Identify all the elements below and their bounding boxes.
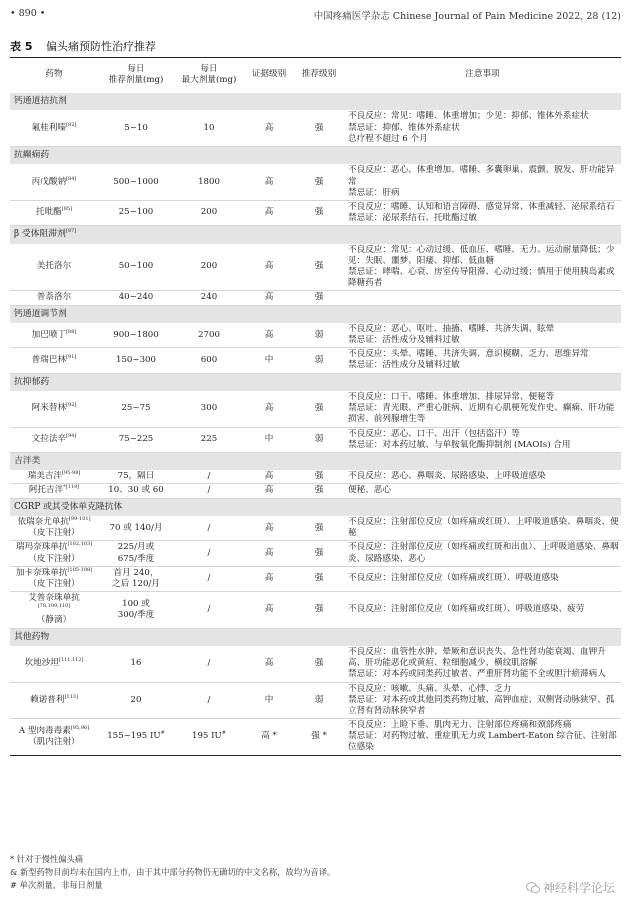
drug-row [10, 323, 621, 348]
drug-name-text: 普萘洛尔 [36, 292, 72, 303]
drug-ref: *[119] [63, 484, 80, 491]
drug-name [10, 646, 98, 682]
max-dose [174, 244, 244, 291]
note-line: 禁忌证：活性成分及辅料过敏 [348, 335, 460, 346]
group-ref: [87] [65, 228, 77, 235]
value: 40~240 [118, 292, 154, 303]
max-dose [174, 646, 244, 682]
daily-dose [98, 427, 174, 452]
drug-name [10, 427, 98, 452]
group-row [10, 452, 621, 470]
group-name [10, 498, 621, 516]
drug-ref: [105-108] [67, 566, 93, 573]
value: 50~100 [118, 261, 154, 272]
table-body [10, 93, 621, 756]
value: 25~75 [121, 403, 151, 414]
group-row [10, 146, 621, 164]
max-dose [174, 470, 244, 484]
note-line: 不良反应：注射部位反应（如疼痛或红斑）、呼吸道感染 [348, 573, 559, 584]
daily-dose [98, 291, 174, 305]
drug-ref: [99-101] [69, 516, 91, 523]
notes [344, 427, 621, 452]
drug-row [10, 541, 621, 566]
note-line: 不良反应：注射部位反应（如疼痛或红斑和出血）、上呼吸道感染、鼻咽炎、尿路感染、恶心 [348, 542, 619, 564]
drug-ref: [95-98] [62, 470, 81, 477]
daily-dose [98, 592, 174, 629]
drug-row [10, 391, 621, 427]
drug-name [10, 348, 98, 373]
evidence-level: 高 [244, 110, 294, 146]
recommendation-level: 强 * [294, 719, 344, 756]
note-line: 不良反应：恶心、鼻咽炎、尿路感染、上呼吸道感染 [348, 471, 546, 482]
drug-row [10, 244, 621, 291]
recommendation-level: 强 [294, 110, 344, 146]
drug-name-text: 赖诺普利 [30, 694, 65, 705]
daily-dose [98, 244, 174, 291]
drug-row [10, 164, 621, 200]
table-header [10, 58, 621, 93]
max-dose [174, 164, 244, 200]
drug-name [10, 323, 98, 348]
value: / [207, 658, 211, 669]
drug-name-text: 丙戊酸钠 [31, 176, 67, 187]
line: 225/月或 [117, 542, 155, 553]
max-dose [174, 682, 244, 719]
recommendation-level: 强 [294, 541, 344, 566]
drug-name-text: 美托洛尔 [36, 261, 72, 272]
drug-row [10, 427, 621, 452]
note-line: 不良反应：注射部位反应（如疼痛或红斑）、上呼吸道感染、鼻咽炎、便秘 [348, 517, 619, 539]
evidence-level: 高 [244, 244, 294, 291]
drug-row [10, 516, 621, 541]
recommendation-level: 强 [294, 566, 344, 591]
max-dose [174, 719, 244, 756]
group-label: 抗癫痫药 [14, 149, 50, 160]
group-name [10, 628, 621, 646]
drug-name-line: 依瑞奈尤单抗 [17, 517, 70, 528]
drug-name-line: A 型肉毒毒素 [18, 725, 71, 736]
evidence-level: 高 [244, 516, 294, 541]
col-notes: 注意事项 [465, 69, 500, 80]
footnote: # 单次剂量，非每日剂量 [10, 879, 103, 890]
notes [344, 566, 621, 591]
table-caption [10, 38, 156, 54]
daily-dose [98, 566, 174, 591]
group-row [10, 93, 621, 111]
notes [344, 592, 621, 629]
evidence-level: 高 [244, 592, 294, 629]
group-row [10, 373, 621, 391]
drug-row [10, 470, 621, 484]
drug-row [10, 566, 621, 591]
note-line: 不良反应：嗜睡、认知和语言障碍、感觉异常、体重减轻、泌尿系结石 [348, 201, 615, 212]
note-line: 禁忌证：对本药过敏、与单胺氧化酶抑制剂 (MAOIs) 合用 [348, 439, 571, 450]
notes [344, 470, 621, 484]
drug-name [10, 291, 98, 305]
notes [344, 348, 621, 373]
drug-ref: [84] [66, 175, 77, 182]
drug-ref: [95,96] [70, 724, 90, 731]
drug-name [10, 682, 98, 719]
value: 195 IU [192, 731, 222, 742]
drug-row [10, 348, 621, 373]
note-line: 禁忌证：对本药或其他同类药物过敏、高钾血症、双侧肾动脉狭窄、孤立肾有肾动脉狭窄者 [348, 694, 615, 716]
value: 500~1000 [113, 176, 159, 187]
max-dose [174, 200, 244, 225]
prevention-table [10, 57, 621, 756]
daily-dose [98, 646, 174, 682]
max-mark: # [221, 730, 226, 737]
dose-mark: # [160, 730, 165, 737]
daily-dose [98, 348, 174, 373]
max-dose [174, 391, 244, 427]
col-drug: 药物 [45, 69, 63, 80]
drug-name [10, 484, 98, 498]
value: 300 [200, 403, 218, 414]
value: 16 [130, 658, 142, 669]
note-line: 禁忌证：泌尿系结石、托吡酯过敏 [348, 213, 477, 224]
line: 675/季度 [117, 553, 155, 564]
value: 75，隔日 [117, 471, 155, 482]
drug-ref: [78,109,110] [37, 603, 71, 610]
recommendation-level: 强 [294, 244, 344, 291]
value: / [207, 694, 211, 705]
value: 150~300 [115, 354, 156, 365]
notes [344, 244, 621, 291]
drug-name [10, 516, 98, 541]
daily-dose [98, 719, 174, 756]
drug-row [10, 682, 621, 719]
daily-dose [98, 516, 174, 541]
evidence-level: 高 [244, 391, 294, 427]
evidence-level: 中 [244, 682, 294, 719]
footnotes [10, 853, 335, 892]
col-recommendation: 推荐级别 [301, 69, 337, 80]
group-label: 吉泮类 [14, 455, 41, 466]
drug-name-text: 瑞美吉泮 [27, 471, 63, 482]
group-name [10, 305, 621, 323]
value: 225 [200, 434, 218, 445]
max-dose [174, 541, 244, 566]
max-dose [174, 323, 244, 348]
drug-row [10, 646, 621, 682]
footnote: & 新型药物目前均未在国内上市，由于其中部分药物仍无确切的中文名称，故均为音译。 [10, 866, 336, 877]
recommendation-level: 强 [294, 200, 344, 225]
watermark [526, 879, 615, 896]
wechat-icon [526, 882, 540, 894]
daily-dose [98, 541, 174, 566]
recommendation-level: 弱 [294, 682, 344, 719]
value: 200 [200, 261, 218, 272]
drug-name [10, 592, 98, 629]
group-row [10, 226, 621, 244]
evidence-level: 高 [244, 200, 294, 225]
note-line: 禁忌证：活性成分及辅料过敏 [348, 360, 460, 371]
recommendation-level: 强 [294, 516, 344, 541]
recommendation-level: 强 [294, 291, 344, 305]
drug-ref: [113] [64, 693, 78, 700]
value: 20 [130, 694, 142, 705]
evidence-level: 高 [244, 566, 294, 591]
max-dose [174, 110, 244, 146]
drug-name [10, 470, 98, 484]
note-line: 不良反应：常见：嗜睡、体重增加；少见：抑郁、锥体外系症状 [348, 111, 589, 122]
group-name [10, 146, 621, 164]
footnote: * 针对于慢性偏头痛 [10, 854, 84, 864]
recommendation-level: 强 [294, 470, 344, 484]
note-line: 不良反应：咳嗽、头痛、头晕、心悸、乏力 [348, 683, 512, 694]
drug-name-line: 艾普奈珠单抗 [28, 593, 80, 604]
note-line: 不良反应：常见：心动过缓、低血压、嗜睡、无力、运动耐量降低；少见：失眠、噩梦、阳痿、抑郁、低血糖 [348, 244, 615, 266]
value: 25~100 [118, 207, 154, 218]
note-line: 禁忌证：对本药或同类药过敏者、严重肝肾功能不全或胆汁瘀滞病人 [348, 669, 606, 680]
page-header [10, 6, 621, 22]
drug-name-text: 阿托吉泮 [28, 485, 64, 496]
recommendation-level: 弱 [294, 323, 344, 348]
value: 600 [200, 354, 218, 365]
notes [344, 200, 621, 225]
max-dose [174, 566, 244, 591]
value: 75~225 [118, 434, 154, 445]
max-dose [174, 516, 244, 541]
note-line: 不良反应：恶心、口干、出汗（包括盗汗）等 [348, 428, 520, 439]
drug-name [10, 200, 98, 225]
drug-row [10, 719, 621, 756]
value: / [207, 471, 211, 482]
value: 70 或 140/月 [109, 522, 163, 533]
notes [344, 291, 621, 305]
note-line: 不良反应：注射部位反应（如疼痛或红斑）、呼吸道感染、疲劳 [348, 604, 585, 615]
drug-name [10, 391, 98, 427]
recommendation-level: 弱 [294, 427, 344, 452]
line: 100 或 [122, 598, 150, 609]
drug-name [10, 110, 98, 146]
group-label: β 受体阻滞剂 [14, 229, 66, 240]
note-line: 禁忌证：哮喘、心衰、房室传导阻滞、心动过缓；慎用于使用胰岛素或降糖药者 [348, 266, 615, 289]
notes [344, 682, 621, 719]
group-row [10, 305, 621, 323]
note-line: 不良反应：恶心、呕吐、抽搐、嗜睡、共济失调、眩晕 [348, 323, 555, 334]
evidence-level: 高 [244, 541, 294, 566]
line: 之后 120/月 [112, 578, 160, 589]
drug-name-line: 加卡奈珠单抗 [15, 567, 68, 578]
evidence-level: 高 [244, 470, 294, 484]
drug-ref: [111,112] [58, 657, 84, 664]
group-label: 钙通道调节剂 [14, 308, 67, 319]
note-line: 禁忌证：青光眼、严重心脏病、近期有心肌梗死发作史、癫痫、肝功能损害、前列腺增生等 [348, 403, 615, 425]
drug-row [10, 110, 621, 146]
recommendation-level: 强 [294, 592, 344, 629]
drug-route: （皮下注射） [28, 528, 80, 539]
line: 300/季度 [117, 609, 155, 620]
drug-name-line: 瑞玛奈珠单抗 [15, 542, 68, 553]
drug-name-text: 坎地沙坦 [24, 658, 59, 669]
note-line: 禁忌证：肝病 [348, 187, 400, 198]
note-line: 禁忌证：对药物过敏、重症肌无力或 Lambert-Eaton 综合征、注射部位感染 [348, 731, 617, 753]
drug-row [10, 200, 621, 225]
group-row [10, 498, 621, 516]
drug-name-text: 文拉法辛 [31, 434, 67, 445]
max-dose [174, 592, 244, 629]
daily-dose [98, 682, 174, 719]
drug-route: （肌内注射） [28, 736, 80, 747]
daily-dose [98, 110, 174, 146]
notes [344, 110, 621, 146]
note-line: 便秘、恶心 [348, 485, 391, 496]
drug-row [10, 484, 621, 498]
group-name [10, 226, 621, 244]
evidence-level: 高 [244, 323, 294, 348]
recommendation-level: 强 [294, 164, 344, 200]
daily-dose [98, 164, 174, 200]
group-name [10, 93, 621, 111]
drug-name [10, 244, 98, 291]
note-line: 禁忌证：抑郁、锥体外系症状 [348, 122, 460, 133]
page-number: • 890 • [10, 8, 46, 19]
value: 10 [203, 122, 215, 133]
drug-name [10, 719, 98, 756]
note-line: 不良反应：头晕、嗜睡、共济失调、意识模糊、乏力、思维异常 [348, 349, 589, 360]
drug-ref: [92] [66, 402, 77, 409]
max-dose [174, 291, 244, 305]
daily-dose [98, 200, 174, 225]
drug-ref: [82] [66, 121, 77, 128]
note-line: 不良反应：上睑下垂、肌肉无力、注射部位疼痛和颈部疼痛 [348, 720, 572, 731]
group-label: 钙通道拮抗剂 [14, 96, 67, 106]
value: 240 [200, 292, 218, 303]
value: / [207, 604, 211, 615]
value: / [207, 485, 211, 496]
table-label: 表 5 [10, 40, 33, 53]
evidence-level: 中 [244, 348, 294, 373]
note-line: 不良反应：血管性水肿、晕厥和意识丧失、急性肾功能衰竭、血钾升高、肝功能恶化或黄疸、粒细胞减少、横纹肌溶解 [348, 647, 606, 669]
evidence-level: 高 * [244, 719, 294, 756]
watermark-text: 神经科学论坛 [542, 881, 615, 895]
notes [344, 516, 621, 541]
evidence-level: 高 [244, 484, 294, 498]
table-title: 偏头痛预防性治疗推荐 [45, 40, 156, 53]
line: 首月 240， [113, 567, 159, 578]
recommendation-level: 强 [294, 484, 344, 498]
max-dose [174, 348, 244, 373]
drug-name [10, 164, 98, 200]
note-line: 不良反应：口干、嗜睡、体重增加、排尿异常、便秘等 [348, 392, 555, 403]
max-dose [174, 484, 244, 498]
drug-route: （静滴） [36, 615, 72, 626]
recommendation-level: 弱 [294, 348, 344, 373]
evidence-level: 高 [244, 164, 294, 200]
evidence-level: 中 [244, 427, 294, 452]
notes [344, 719, 621, 756]
notes [344, 391, 621, 427]
drug-name-text: 托吡酯 [35, 207, 62, 218]
col-evidence: 证据级别 [251, 69, 287, 80]
group-label: 抗抑郁药 [14, 376, 50, 387]
drug-route: （皮下注射） [28, 553, 80, 564]
notes [344, 164, 621, 200]
value: 200 [200, 207, 218, 218]
group-name [10, 373, 621, 391]
value: / [207, 548, 211, 558]
value: / [207, 573, 211, 584]
evidence-level: 高 [244, 291, 294, 305]
value: 2700 [198, 329, 220, 340]
evidence-level: 高 [244, 646, 294, 682]
note-line: 总疗程不超过 6 个月 [348, 133, 428, 144]
drug-row [10, 592, 621, 629]
col-daily-dose: 每日 推荐剂量(mg) [108, 63, 164, 85]
col-max-dose: 每日 最大剂量(mg) [181, 63, 237, 85]
notes [344, 323, 621, 348]
drug-row [10, 291, 621, 305]
value: / [207, 522, 211, 533]
group-label: 其他药物 [14, 631, 50, 642]
value: 900~1800 [113, 329, 159, 340]
value: 155~195 IU [107, 731, 161, 742]
value: 10、30 或 60 [108, 485, 164, 496]
daily-dose [98, 470, 174, 484]
drug-ref: [88] [66, 328, 77, 335]
drug-name-text: 加巴喷丁 [31, 329, 67, 340]
group-row [10, 628, 621, 646]
daily-dose [98, 391, 174, 427]
drug-name [10, 566, 98, 591]
drug-name [10, 541, 98, 566]
recommendation-level: 强 [294, 391, 344, 427]
notes [344, 484, 621, 498]
group-label: CGRP 或其受体单克隆抗体 [14, 501, 123, 512]
drug-name-text: 氟桂利嗪 [31, 122, 67, 133]
value: 1800 [198, 176, 220, 187]
journal-citation: 中国疼痛医学杂志 Chinese Journal of Pain Medicine 2022, 28 (12) [313, 11, 621, 22]
drug-route: （皮下注射） [28, 578, 80, 589]
drug-ref: [94] [66, 433, 77, 440]
drug-name-text: 普瑞巴林 [31, 354, 67, 365]
value: 5~10 [124, 122, 148, 133]
note-line: 不良反应：恶心、体重增加、嗜睡、多囊卵巢、震颤、脱发、肝功能异常 [348, 165, 615, 187]
drug-ref: [102,103] [67, 541, 93, 548]
group-name [10, 452, 621, 470]
drug-name-text: 阿米替林 [31, 403, 67, 414]
recommendation-level: 强 [294, 646, 344, 682]
drug-ref: [91] [66, 353, 77, 360]
max-dose [174, 427, 244, 452]
drug-ref: [85] [61, 206, 73, 213]
daily-dose [98, 484, 174, 498]
notes [344, 646, 621, 682]
daily-dose [98, 323, 174, 348]
notes [344, 541, 621, 566]
